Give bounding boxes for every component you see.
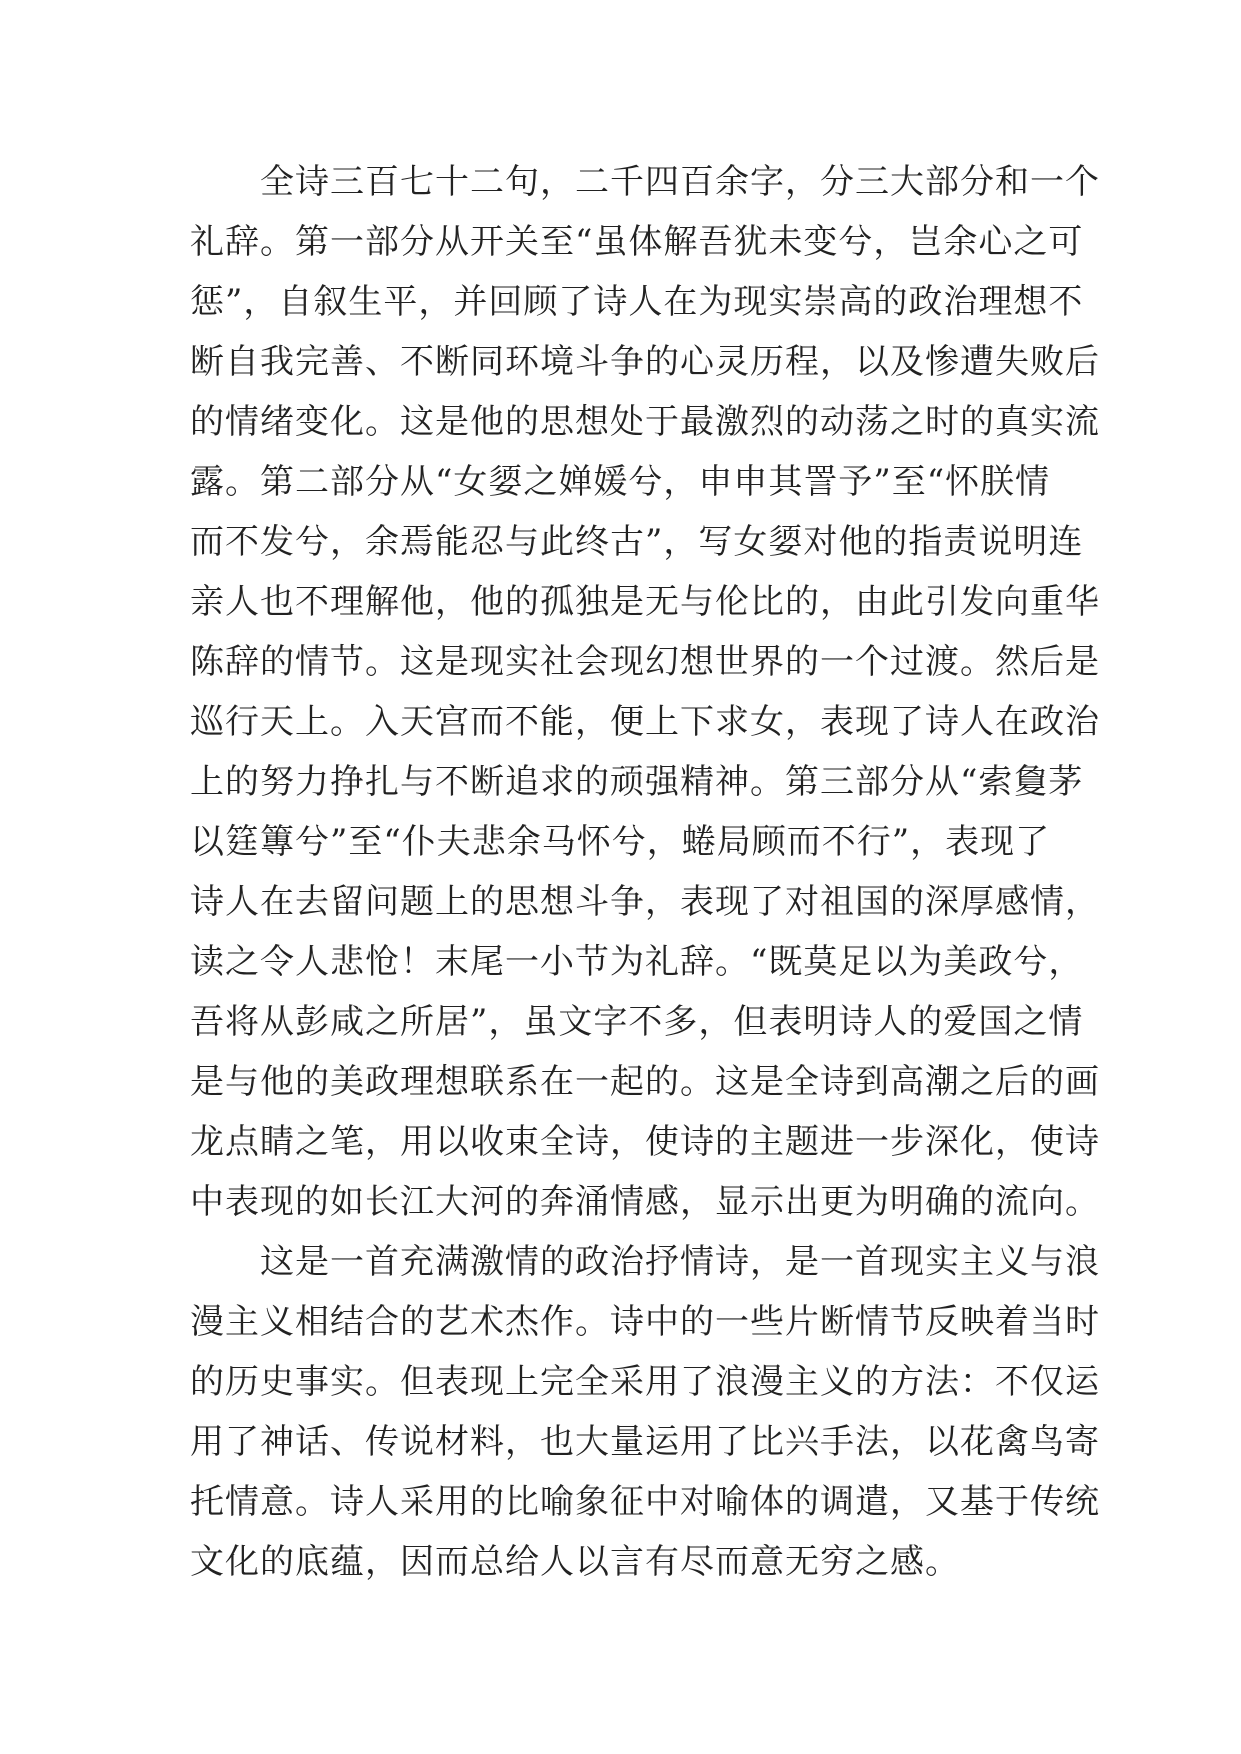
text-line: 这是一首充满激情的政治抒情诗，是一首现实主义与浪 [190, 1242, 1100, 1282]
text-line: 露。第二部分从“女媭之婵媛兮，申申其詈予”至“怀朕情 [190, 462, 1051, 502]
text-line: 诗人在去留问题上的思想斗争，表现了对祖国的深厚感情， [190, 882, 1100, 922]
paragraph-1 [190, 152, 1100, 1232]
paragraph-2 [190, 1232, 1100, 1592]
body-text [190, 152, 1100, 1592]
text-line: 是与他的美政理想联系在一起的。这是全诗到高潮之后的画 [190, 1062, 1100, 1102]
text-line: 的历史事实。但表现上完全采用了浪漫主义的方法：不仅运 [190, 1362, 1100, 1402]
text-line: 陈辞的情节。这是现实社会现幻想世界的一个过渡。然后是 [190, 642, 1100, 682]
text-line: 读之令人悲怆！末尾一小节为礼辞。“既莫足以为美政兮， [190, 942, 1084, 982]
text-line: 中表现的如长江大河的奔涌情感，显示出更为明确的流向。 [190, 1182, 1100, 1222]
text-line: 托情意。诗人采用的比喻象征中对喻体的调遣，又基于传统 [190, 1482, 1100, 1522]
text-line: 巡行天上。入天宫而不能，便上下求女，表现了诗人在政治 [190, 702, 1100, 742]
text-line: 文化的底蕴，因而总给人以言有尽而意无穷之感。 [190, 1542, 960, 1582]
text-line: 惩”，自叙生平，并回顾了诗人在为现实崇高的政治理想不 [190, 282, 1084, 322]
text-line: 以筳篿兮”至“仆夫悲余马怀兮，蜷局顾而不行”，表现了 [190, 822, 1051, 862]
text-line: 而不发兮，余焉能忍与此终古”，写女媭对他的指责说明连 [190, 522, 1084, 562]
text-line: 亲人也不理解他，他的孤独是无与伦比的，由此引发向重华 [190, 582, 1100, 622]
text-line: 全诗三百七十二句，二千四百余字，分三大部分和一个 [190, 162, 1100, 202]
text-line: 的情绪变化。这是他的思想处于最激烈的动荡之时的真实流 [190, 402, 1100, 442]
text-line: 漫主义相结合的艺术杰作。诗中的一些片断情节反映着当时 [190, 1302, 1100, 1342]
text-line: 吾将从彭咸之所居”，虽文字不多，但表明诗人的爱国之情 [190, 1002, 1084, 1042]
text-line: 用了神话、传说材料，也大量运用了比兴手法，以花禽鸟寄 [190, 1422, 1100, 1462]
text-line: 礼辞。第一部分从开关至“虽体解吾犹未变兮，岂余心之可 [190, 222, 1084, 262]
text-line: 龙点睛之笔，用以收束全诗，使诗的主题进一步深化，使诗 [190, 1122, 1100, 1162]
text-line: 断自我完善、不断同环境斗争的心灵历程，以及惨遭失败后 [190, 342, 1100, 382]
text-line: 上的努力挣扎与不断追求的顽强精神。第三部分从“索敻茅 [190, 762, 1084, 802]
